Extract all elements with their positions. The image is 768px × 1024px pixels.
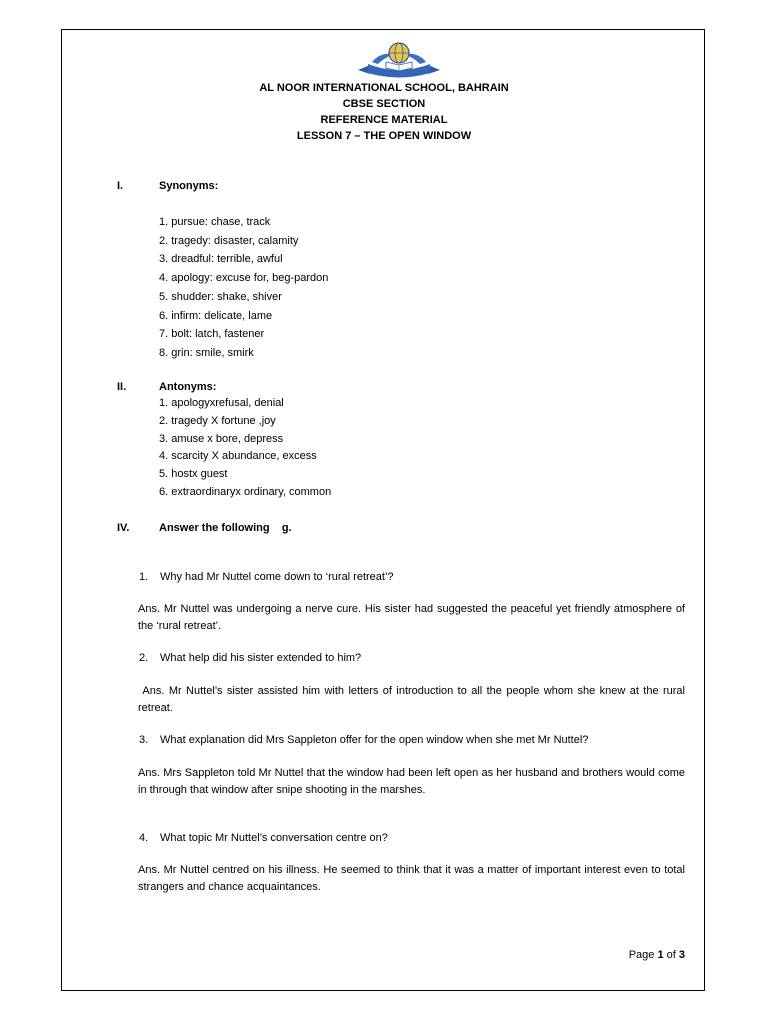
list-item: 1. apologyxrefusal, denial [159,397,284,409]
list-item: 4. apology: excuse for, beg-pardon [159,272,329,285]
list-item: 2. tragedy X fortune ,joy [159,414,276,427]
list-item: 5. shudder: shake, shiver [159,290,282,303]
synonyms-numeral: I. [117,180,124,192]
question-text: What topic Mr Nuttel’s conversation centre on? [160,832,388,844]
list-item: 6. extraordinaryx ordinary, common [159,485,332,498]
question-text: Why had Mr Nuttel come down to ‘rural retreat’? [160,571,394,583]
answers-heading: Answer the following g. [159,522,292,534]
list-item: 2. tragedy: disaster, calamity [159,234,299,247]
question-number: 1. [139,571,149,583]
question-number: 2. [139,652,149,664]
list-item: 8. grin: smile, smirk [159,346,254,359]
school-name: AL NOOR INTERNATIONAL SCHOOL, BAHRAIN [259,82,509,94]
antonyms-list [159,395,331,502]
material-title: REFERENCE MATERIAL [320,114,448,126]
answer-text: Ans. Mr Nuttel’s sister assisted him with letters of introduction to all the people whom she knew at the rural retreat. [138,685,689,714]
question-number: 3. [139,734,149,746]
antonyms-heading: Antonyms: [159,381,217,393]
question-number: 4. [139,832,149,844]
of-label: of [663,949,679,961]
total-pages: 3 [678,949,685,961]
section-name: CBSE SECTION [342,98,426,110]
synonyms-list [159,213,328,363]
list-item: 5. hostx guest [159,468,228,481]
page-number [629,947,685,963]
school-crest-logo [356,40,442,82]
answer-text: Ans. Mr Nuttel was undergoing a nerve cure. His sister had suggested the peaceful yet friendly atmosphere of the ‘rural retreat’. [138,603,685,632]
question-text: What explanation did Mrs Sappleton offer for the open window when she met Mr Nuttel? [160,734,589,746]
list-item: 7. bolt: latch, fastener [159,328,265,341]
page-label: Page [628,949,658,961]
list-item: 1. pursue: chase, track [159,216,271,228]
lesson-title: LESSON 7 – THE OPEN WINDOW [296,130,472,142]
current-page: 1 [657,949,664,961]
answer-text: Ans. Mrs Sappleton told Mr Nuttel that the window had been left open as her husband and brothers would come in through that window after snipe shooting in the marshes. [138,767,685,796]
list-item: 3. dreadful: terrible, awful [159,253,283,266]
page-border [61,29,705,991]
list-item: 6. infirm: delicate, lame [159,309,273,322]
question-text: What help did his sister extended to him? [160,652,362,664]
list-item: 4. scarcity X abundance, excess [159,450,317,463]
antonyms-numeral: II. [117,381,127,393]
list-item: 3. amuse x bore, depress [159,432,284,445]
synonyms-heading: Synonyms: [159,180,219,192]
answers-numeral: IV. [117,522,130,534]
answer-text: Ans. Mr Nuttel centred on his illness. He seemed to think that it was a matter of important interest even to total strangers and chance acquaintances. [138,864,685,893]
